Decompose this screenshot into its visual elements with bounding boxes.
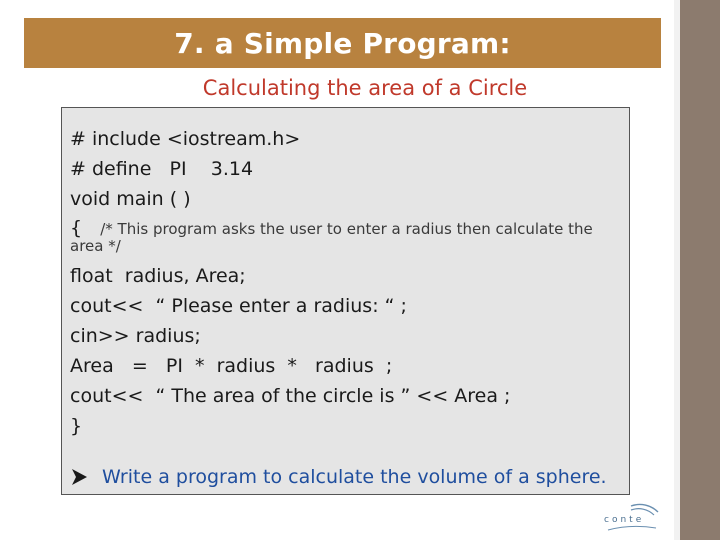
code-comment-continued: area */: [70, 237, 121, 255]
code-line: cout<< “ The area of the circle is ” << Area ;: [70, 385, 511, 407]
code-line-brace: [70, 214, 623, 243]
code-comment: /* This program asks the user to enter a radius then calculate the: [100, 220, 593, 238]
code-box: [61, 107, 630, 495]
code-line: }: [70, 415, 83, 437]
code-line: void main ( ): [70, 188, 191, 210]
open-brace: {: [70, 217, 83, 239]
title-bar: [24, 18, 661, 68]
code-listing: [70, 124, 623, 441]
code-line: # include <iostream.h>: [70, 128, 301, 150]
logo-text: conte: [604, 515, 645, 525]
code-line: cout<< “ Please enter a radius: “ ;: [70, 295, 407, 317]
code-line: Area = PI * radius * radius ;: [70, 355, 393, 377]
logo: [598, 492, 664, 534]
code-line: cin>> radius;: [70, 325, 201, 347]
arrow-bullet-icon: [70, 468, 88, 486]
slide-subtitle: Calculating the area of a Circle: [202, 76, 528, 100]
slide-title: 7. a Simple Program:: [174, 26, 511, 60]
task-bullet: [70, 466, 607, 488]
code-line: float radius, Area;: [70, 265, 246, 287]
task-text: Write a program to calculate the volume of a sphere.: [102, 466, 607, 488]
code-line: # define PI 3.14: [70, 158, 254, 180]
